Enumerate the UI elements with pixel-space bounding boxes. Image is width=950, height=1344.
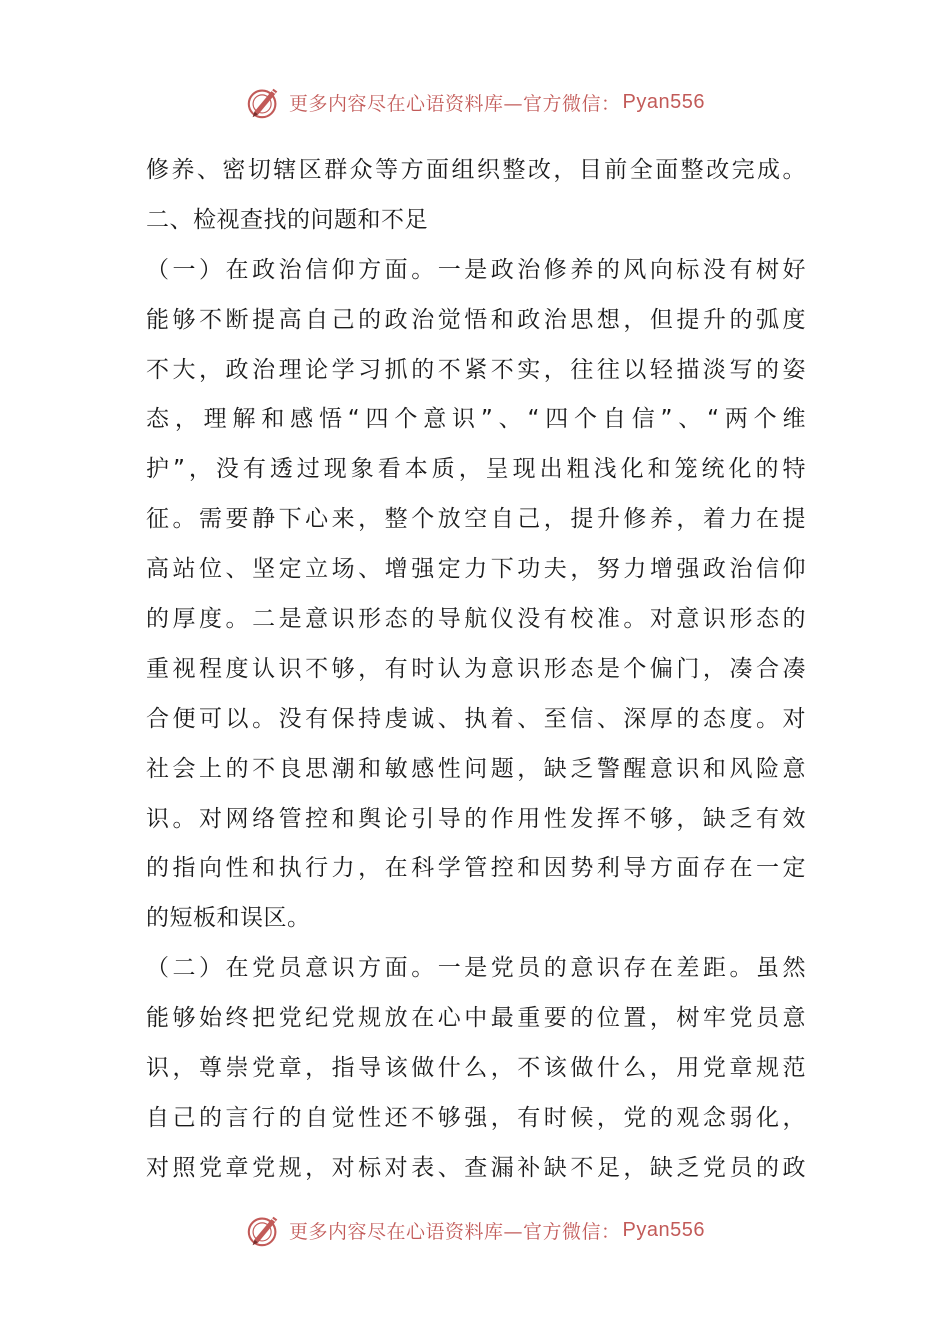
header-banner <box>0 80 950 124</box>
text-line: 不大，政治理论学习抓的不紧不实，往往以轻描淡写的姿 <box>146 356 806 383</box>
text-line: 的指向性和执行力，在科学管控和因势利导方面存在一定 <box>146 855 806 882</box>
text-line: 修养、密切辖区群众等方面组织整改，目前全面整改完成。 <box>146 157 806 183</box>
text-line: 护”，没有透过现象看本质，呈现出粗浅化和笼统化的特 <box>146 456 806 483</box>
text-line: 重视程度认识不够，有时认为意识形态是个偏门，凑合凑 <box>146 655 806 682</box>
text-line: 能够不断提高自己的政治觉悟和政治思想，但提升的弧度 <box>146 306 806 333</box>
document-body <box>146 146 806 1194</box>
text-line: 自己的言行的自觉性还不够强，有时候，党的观念弱化， <box>146 1104 806 1131</box>
text-line: 态，理解和感悟“四个意识”、“四个自信”、“两个维 <box>146 406 806 433</box>
text-line: 合便可以。没有保持虔诚、执着、至信、深厚的态度。对 <box>146 705 806 732</box>
banner-account: Pyan556 <box>622 1218 705 1241</box>
text-line: 识，尊崇党章，指导该做什么，不该做什么，用党章规范 <box>146 1055 806 1082</box>
text-line: （一）在政治信仰方面。一是政治修养的风向标没有树好 <box>146 256 806 283</box>
text-line: 高站位、坚定立场、增强定力下功夫，努力增强政治信仰 <box>146 556 806 583</box>
text-line: 对照党章党规，对标对表、查漏补缺不足，缺乏党员的政 <box>146 1154 806 1181</box>
pen-seal-logo-icon <box>245 83 283 121</box>
footer-banner <box>0 1208 950 1252</box>
text-line: （二）在党员意识方面。一是党员的意识存在差距。虽然 <box>146 955 806 982</box>
text-line: 社会上的不良思潮和敏感性问题，缺乏警醒意识和风险意 <box>146 755 806 782</box>
text-line: 能够始终把党纪党规放在心中最重要的位置，树牢党员意 <box>146 1005 806 1032</box>
text-line: 的短板和误区。 <box>146 905 311 932</box>
text-line: 的厚度。二是意识形态的导航仪没有校准。对意识形态的 <box>146 606 806 633</box>
text-line: 征。需要静下心来，整个放空自己，提升修养，着力在提 <box>146 506 806 533</box>
section-heading: 二、检视查找的问题和不足 <box>146 206 428 233</box>
banner-slogan: 更多内容尽在心语资料库—官方微信： <box>289 92 621 115</box>
banner-slogan: 更多内容尽在心语资料库—官方微信： <box>289 1220 621 1243</box>
text-line: 识。对网络管控和舆论引导的作用性发挥不够，缺乏有效 <box>146 805 806 832</box>
pen-seal-logo-icon <box>245 1211 283 1249</box>
banner-account: Pyan556 <box>622 90 705 113</box>
